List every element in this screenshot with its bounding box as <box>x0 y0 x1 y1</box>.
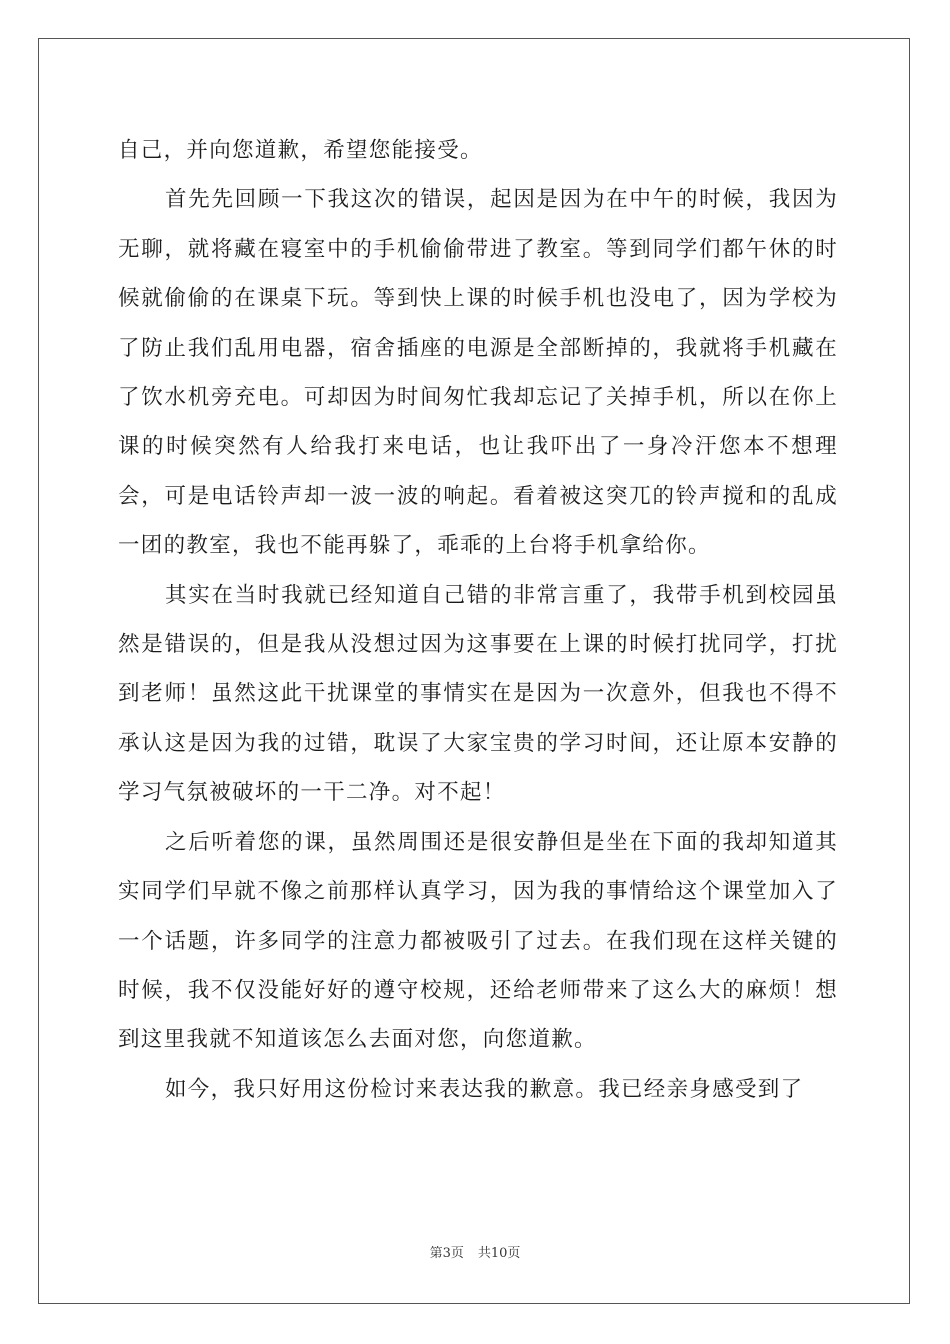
page-footer <box>0 1244 950 1264</box>
paragraph-1: 自己，并向您道歉，希望您能接受。 <box>118 138 483 163</box>
paragraph-4: 之后听着您的课，虽然周围还是很安静但是坐在下面的我却知道其实同学们早就不像之前那样认真学习，因为我的事情给这个课堂加入了一个话题，许多同学的注意力都被吸引了过去。在我们现在这样关键的时候，我不仅没能好好的遵守校规，还给老师带来了这么大的麻烦！想到这里我就不知道该怎么去面对您，向您道歉。 <box>118 829 838 1053</box>
document-body <box>118 126 838 1114</box>
page-total: 共10页 <box>477 1246 521 1261</box>
paragraph-2: 首先先回顾一下我这次的错误，起因是因为在中午的时候，我因为无聊，就将藏在寝室中的手机偷偷带进了教室。等到同学们都午休的时候就偷偷的在课桌下玩。等到快上课的时候手机也没电了，因为学校为了防止我们乱用电器，宿舍插座的电源是全部断掉的，我就将手机藏在了饮水机旁充电。可却因为时间匆忙我却忘记了关掉手机，所以在你上课的时候突然有人给我打来电话，也让我吓出了一身冷汗您本不想理会，可是电话铃声却一波一波的响起。看着被这突兀的铃声搅和的乱成一团的教室，我也不能再躲了，乖乖的上台将手机拿给你。 <box>118 187 838 559</box>
paragraph-5: 如今，我只好用这份检讨来表达我的歉意。我已经亲身感受到了 <box>165 1076 804 1102</box>
paragraph-3: 其实在当时我就已经知道自己错的非常言重了，我带手机到校园虽然是错误的，但是我从没想过因为这事要在上课的时候打扰同学，打扰到老师！虽然这此干扰课堂的事情实在是因为一次意外，但我也不得不承认这是因为我的过错，耽误了大家宝贵的学习时间，还让原本安静的学习气氛被破坏的一干二净。对不起！ <box>118 582 838 806</box>
page-number: 第3页 <box>429 1246 464 1261</box>
